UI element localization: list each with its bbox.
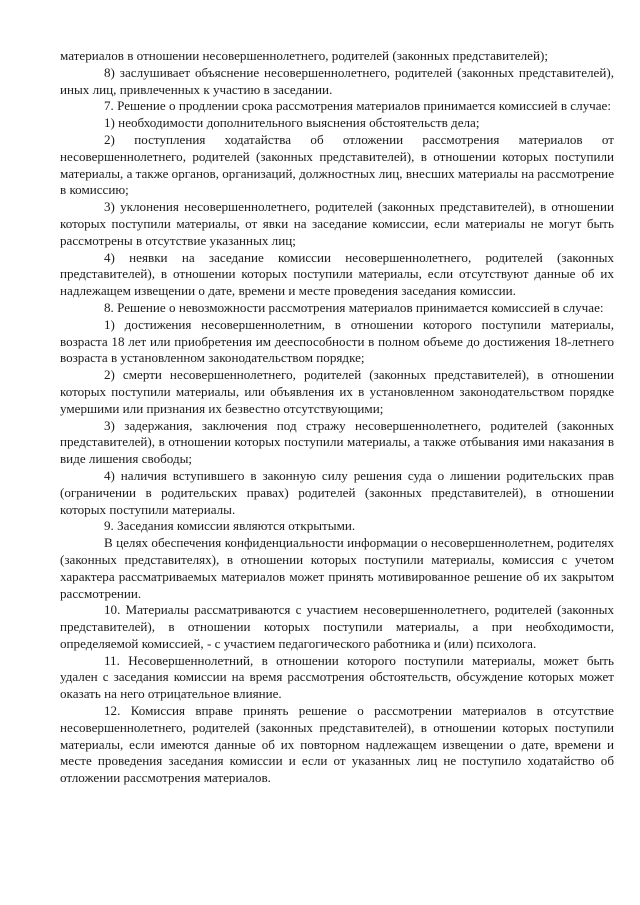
- paragraph: 9. Заседания комиссии являются открытыми.: [104, 518, 356, 534]
- paragraph: 3) уклонения несовершеннолетнего, родителей (законных представителей), в отношении которых поступили материалы, от явки на заседание комиссии, если материалы не могут быть рассмотрены в отсутствие указанных лиц;: [60, 199, 614, 248]
- document-body: [60, 48, 614, 787]
- paragraph: 12. Комиссия вправе принять решение о рассмотрении материалов в отсутствие несовершеннолетнего, родителей (законных представителей), в отношении которых поступили материалы, если имеются данные об их повторном надлежащем извещении о дате, времени и месте проведения заседания комиссии и если от указанных лиц не поступило ходатайство об отложении рассмотрения материалов.: [60, 703, 614, 786]
- paragraph: 2) поступления ходатайства об отложении рассмотрения материалов от несовершеннолетнего, родителей (законных представителей), в отношении которых поступили материалы, а также органов, организаций, должностных лиц, внесших материалы на рассмотрение в комиссию;: [60, 131, 614, 198]
- paragraph: 10. Материалы рассматриваются с участием несовершеннолетнего, родителей (законных представителей), в отношении которых поступили материалы, а при необходимости, определяемой комиссией, - с участием педагогического работника и (или) психолога.: [60, 602, 614, 651]
- paragraph: 7. Решение о продлении срока рассмотрения материалов принимается комиссией в случае:: [104, 98, 612, 114]
- paragraph: 4) неявки на заседание комиссии несовершеннолетнего, родителей (законных представителей), в отношении которых поступили материалы, если отсутствуют данные об их надлежащем извещении о дате, времени и месте проведения заседания комиссии.: [60, 249, 614, 299]
- paragraph: материалов в отношении несовершеннолетнего, родителей (законных представителей);: [60, 48, 548, 63]
- paragraph: 1) необходимости дополнительного выяснения обстоятельств дела;: [104, 115, 480, 131]
- paragraph: 8) заслушивает объяснение несовершеннолетнего, родителей (законных представителей), иных лиц, привлеченных к участию в заседании.: [60, 64, 614, 97]
- paragraph: 3) задержания, заключения под стражу несовершеннолетнего, родителей (законных представителей), в отношении которых поступили материалы, а также отбывания ими наказания в виде лишения свободы;: [60, 417, 614, 467]
- paragraph: 11. Несовершеннолетний, в отношении которого поступили материалы, может быть удален с заседания комиссии на время рассмотрения обстоятельств, обсуждение которых может оказать на него отрицательное влияние.: [60, 652, 614, 702]
- paragraph: 8. Решение о невозможности рассмотрения материалов принимается комиссией в случае:: [104, 299, 604, 315]
- paragraph: 1) достижения несовершеннолетним, в отношении которого поступили материалы, возраста 18 лет или приобретения им дееспособности в полном объеме до достижения 18-летнего возраста в установленном законодательством порядке;: [60, 316, 614, 366]
- paragraph: 4) наличия вступившего в законную силу решения суда о лишении родительских прав (ограничении в родительских правах) родителей (законных представителей), в отношении которых поступили материалы.: [60, 467, 614, 517]
- paragraph: 2) смерти несовершеннолетнего, родителей (законных представителей), в отношении которых поступили материалы, или объявления их в установленном законодательством порядке умершими или признания их безвестно отсутствующими;: [60, 367, 614, 416]
- paragraph: В целях обеспечения конфиденциальности информации о несовершеннолетнем, родителях (законных представителях), в отношении которых поступили материалы, комиссия с учетом характера рассматриваемых материалов может принять мотивированное решение об их закрытом рассмотрении.: [60, 535, 614, 601]
